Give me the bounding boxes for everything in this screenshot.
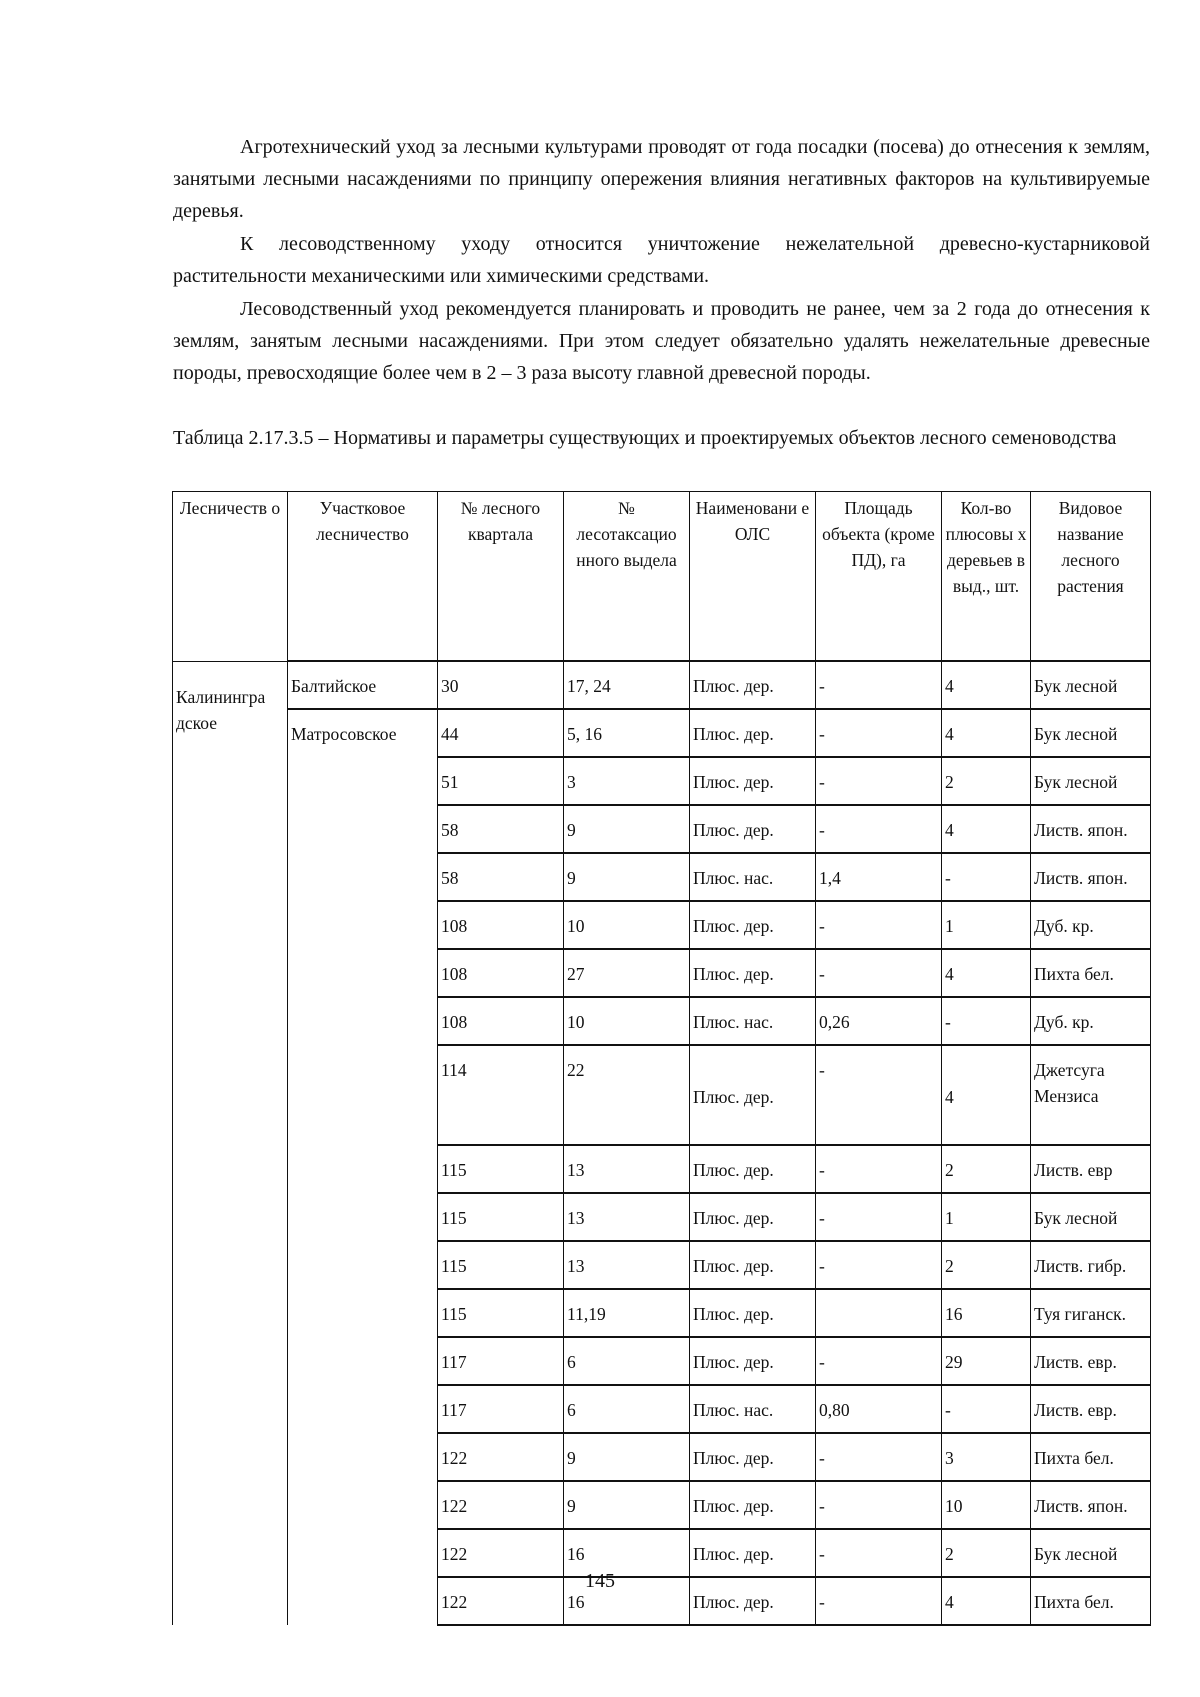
plus-trees-cell: 4 (942, 1577, 1031, 1625)
plot-cell: 16 (564, 1577, 690, 1625)
plot-cell: 6 (564, 1337, 690, 1385)
area-cell: - (816, 1529, 942, 1577)
quarter-cell: 117 (438, 1337, 564, 1385)
quarter-cell: 122 (438, 1481, 564, 1529)
area-cell: 1,4 (816, 853, 942, 901)
quarter-cell: 30 (438, 661, 564, 709)
ols-name-cell: Плюс. дер. (690, 1577, 816, 1625)
quarter-cell: 115 (438, 1145, 564, 1193)
plot-cell: 9 (564, 805, 690, 853)
ols-name-cell: Плюс. дер. (690, 949, 816, 997)
plot-cell: 6 (564, 1385, 690, 1433)
paragraph-agrotechnical-care: Агротехнический уход за лесными культурами проводят от года посадки (посева) до отнесения к землям, занятыми лесными насаждениями по принципу опережения влияния негативных факторов на культивируемые деревья. (173, 136, 1150, 222)
plot-cell: 3 (564, 757, 690, 805)
header-plus-trees-count: Кол-во плюсовы х деревьев в выд., шт. (942, 492, 1031, 662)
table-caption: Таблица 2.17.3.5 – Нормативы и параметры существующих и проектируемых объектов лесного семеноводства (173, 427, 1117, 449)
area-cell: 0,26 (816, 997, 942, 1045)
ols-name-cell: Плюс. дер. (690, 757, 816, 805)
quarter-cell: 108 (438, 949, 564, 997)
species-cell: Листв. евр. (1031, 1337, 1151, 1385)
page-number: 145 (585, 1570, 615, 1592)
area-cell: - (816, 805, 942, 853)
plus-trees-cell: 4 (942, 1045, 1031, 1145)
species-cell: Бук лесной (1031, 1193, 1151, 1241)
quarter-cell: 58 (438, 805, 564, 853)
plus-trees-cell: - (942, 1385, 1031, 1433)
area-cell: - (816, 949, 942, 997)
species-cell: Дуб. кр. (1031, 901, 1151, 949)
plot-cell: 5, 16 (564, 709, 690, 757)
quarter-cell: 115 (438, 1289, 564, 1337)
plot-cell: 11,19 (564, 1289, 690, 1337)
plot-cell: 13 (564, 1145, 690, 1193)
species-cell: Дуб. кр. (1031, 997, 1151, 1045)
plot-cell: 10 (564, 997, 690, 1045)
plus-trees-cell: - (942, 997, 1031, 1045)
area-cell: - (816, 1193, 942, 1241)
plus-trees-cell: 2 (942, 1241, 1031, 1289)
plus-trees-cell: 1 (942, 1193, 1031, 1241)
header-area: Площадь объекта (кроме ПД), га (816, 492, 942, 662)
quarter-cell: 108 (438, 997, 564, 1045)
species-cell: Бук лесной (1031, 709, 1151, 757)
plus-trees-cell: 3 (942, 1433, 1031, 1481)
species-cell: Джетсуга Мензиса (1031, 1045, 1151, 1145)
ols-name-cell: Плюс. дер. (690, 1433, 816, 1481)
plus-trees-cell: 4 (942, 709, 1031, 757)
paragraph-silvicultural-care: К лесоводственному уходу относится уничтожение нежелательной древесно-кустарниковой растительности механическими или химическими средствами. (173, 233, 1150, 287)
ols-name-cell: Плюс. нас. (690, 853, 816, 901)
area-cell: 0,80 (816, 1385, 942, 1433)
area-cell: - (816, 1577, 942, 1625)
species-cell: Бук лесной (1031, 1529, 1151, 1577)
area-cell: - (816, 709, 942, 757)
plus-trees-cell: 2 (942, 757, 1031, 805)
area-cell: - (816, 1481, 942, 1529)
quarter-cell: 122 (438, 1433, 564, 1481)
area-cell: - (816, 1145, 942, 1193)
plus-trees-cell: 2 (942, 1529, 1031, 1577)
table-body (173, 661, 1151, 1625)
header-ols-name: Наименовани е ОЛС (690, 492, 816, 662)
plot-cell: 9 (564, 1481, 690, 1529)
ols-name-cell: Плюс. дер. (690, 1481, 816, 1529)
plot-cell: 9 (564, 853, 690, 901)
plus-trees-cell: 29 (942, 1337, 1031, 1385)
species-cell: Листв. евр. (1031, 1385, 1151, 1433)
ols-name-cell: Плюс. дер. (690, 1289, 816, 1337)
plus-trees-cell: - (942, 853, 1031, 901)
header-plot: № лесотаксацио нного выдела (564, 492, 690, 662)
quarter-cell: 115 (438, 1241, 564, 1289)
area-cell: - (816, 1337, 942, 1385)
plus-trees-cell: 4 (942, 661, 1031, 709)
plot-cell: 27 (564, 949, 690, 997)
plot-cell: 13 (564, 1193, 690, 1241)
forestry-name-cont: дское (176, 712, 218, 733)
forestry-name: Калинингра (176, 686, 266, 707)
paragraph-silvicultural-recommendation: Лесоводственный уход рекомендуется планировать и проводить не ранее, чем за 2 года до отнесения к землям, занятым лесными насаждениями. При этом следует обязательно удалять нежелательные древесные породы, превосходящие более чем в 2 – 3 раза высоту главной древесной породы. (173, 298, 1150, 384)
species-cell: Пихта бел. (1031, 1433, 1151, 1481)
species-cell: Бук лесной (1031, 661, 1151, 709)
area-cell: - (816, 901, 942, 949)
quarter-cell: 122 (438, 1577, 564, 1625)
ols-name-cell: Плюс. дер. (690, 1193, 816, 1241)
species-cell: Туя гиганск. (1031, 1289, 1151, 1337)
ols-name-cell: Плюс. дер. (690, 805, 816, 853)
seed-objects-table (172, 491, 1151, 1626)
forestry-cell (173, 661, 288, 1625)
plot-cell: 16 (564, 1529, 690, 1577)
ols-name-cell: Плюс. дер. (690, 1337, 816, 1385)
quarter-cell: 115 (438, 1193, 564, 1241)
species-cell: Листв. япон. (1031, 853, 1151, 901)
species-cell: Бук лесной (1031, 757, 1151, 805)
plus-trees-cell: 16 (942, 1289, 1031, 1337)
area-cell: - (816, 661, 942, 709)
ols-name-cell: Плюс. дер. (690, 1045, 816, 1145)
plus-trees-cell: 2 (942, 1145, 1031, 1193)
plus-trees-cell: 1 (942, 901, 1031, 949)
ols-name-cell: Плюс. дер. (690, 1529, 816, 1577)
table-row (173, 709, 1151, 757)
quarter-cell: 44 (438, 709, 564, 757)
plot-cell: 17, 24 (564, 661, 690, 709)
district-cell: Балтийское (288, 661, 438, 709)
area-cell (816, 1289, 942, 1337)
header-quarter: № лесного квартала (438, 492, 564, 662)
area-cell: - (816, 1241, 942, 1289)
area-cell: - (816, 1045, 942, 1145)
ols-name-cell: Плюс. дер. (690, 901, 816, 949)
area-cell: - (816, 1433, 942, 1481)
table-row (173, 661, 1151, 709)
table-header-row (173, 492, 1151, 662)
header-district: Участковое лесничество (288, 492, 438, 662)
plus-trees-cell: 4 (942, 949, 1031, 997)
species-cell: Пихта бел. (1031, 949, 1151, 997)
quarter-cell: 122 (438, 1529, 564, 1577)
quarter-cell: 117 (438, 1385, 564, 1433)
ols-name-cell: Плюс. дер. (690, 709, 816, 757)
species-cell: Листв. евр (1031, 1145, 1151, 1193)
species-cell: Листв. гибр. (1031, 1241, 1151, 1289)
header-species: Видовое название лесного растения (1031, 492, 1151, 662)
quarter-cell: 58 (438, 853, 564, 901)
area-cell: - (816, 757, 942, 805)
plus-trees-cell: 10 (942, 1481, 1031, 1529)
plus-trees-cell: 4 (942, 805, 1031, 853)
quarter-cell: 114 (438, 1045, 564, 1145)
plot-cell: 22 (564, 1045, 690, 1145)
species-cell: Пихта бел. (1031, 1577, 1151, 1625)
header-forestry: Лесничеств о (173, 492, 288, 662)
plot-cell: 10 (564, 901, 690, 949)
ols-name-cell: Плюс. нас. (690, 997, 816, 1045)
species-cell: Листв. япон. (1031, 1481, 1151, 1529)
quarter-cell: 108 (438, 901, 564, 949)
plot-cell: 13 (564, 1241, 690, 1289)
ols-name-cell: Плюс. дер. (690, 1241, 816, 1289)
plot-cell: 9 (564, 1433, 690, 1481)
district-cell: Матросовское (288, 709, 438, 1625)
ols-name-cell: Плюс. дер. (690, 661, 816, 709)
ols-name-cell: Плюс. нас. (690, 1385, 816, 1433)
species-cell: Листв. япон. (1031, 805, 1151, 853)
quarter-cell: 51 (438, 757, 564, 805)
ols-name-cell: Плюс. дер. (690, 1145, 816, 1193)
